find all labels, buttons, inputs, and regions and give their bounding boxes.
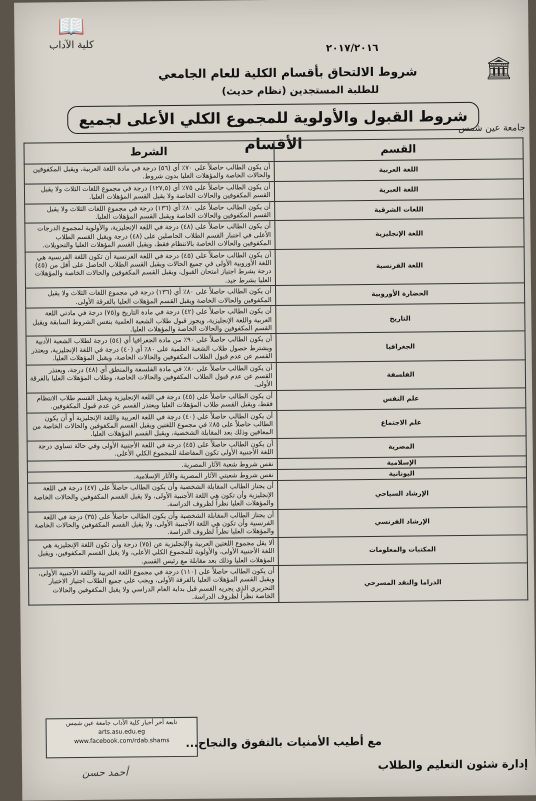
- department-name: اللغة الإنجليزية: [274, 218, 524, 249]
- department-conditions: أن يكون الطالب حاصلاً على ٨٠٪ أي (١٣٦) درجة في مجموع اللغات الثلاث ولا يقبل المكفوفين والحالات الخاصة ويقبل القسم المؤهلات العليا بالفرقة الأولى.: [26, 286, 276, 308]
- university-label: جامعة عين شمس: [458, 123, 526, 135]
- department-conditions: أن يكون الطالب حاصلاً على (١١٠) درجة في مجموع اللغة العربية واللغة الأجنبية الأولى، ويقبل القسم المؤهلات العليا بالفرقة الأولى، ويجب على جميع الطلاب اجتياز الاختبار التحريري الذي يجريه القسم قبل بداية العام الدراسي ولا يقبل المكفوفين والحالات الخاصة نظراً لظروف الدراسة.: [28, 566, 278, 605]
- department-name: اللغة العبرية: [274, 179, 524, 201]
- department-name: الدراما والنقد المسرحي: [278, 563, 528, 602]
- department-conditions: أن يكون الطالب حاصلاً على (٤٥) درجة في اللغة الإنجليزية ويقبل القسم طلاب الانتظام فقط، ويقبل القسم طلاب المؤهلات العليا ويعتذر القسم عن عدم قبول المكفوفين.: [27, 390, 277, 412]
- faculty-logo: [36, 16, 107, 87]
- department-name: الإرشاد الفرنسي: [277, 506, 527, 537]
- university-logo: [477, 57, 522, 127]
- facebook-link: www.facebook.com/rdab.shams: [74, 737, 170, 746]
- department-conditions: أن يكون الطالب حاصلاً على (٤٨) درجة في اللغة الإنجليزية، والأولوية لمجموع الدرجات الأعلى في اختبار القسم الطلاب الحاصلين على (٤٨) درجة ويقبل القسم الطلاب المكفوفين والحالات الخاصة بالانتظام فقط، ويقبل القسم المؤهلات العليا والتحويلات.: [25, 221, 275, 252]
- department-conditions: أن يكون الطالب حاصلاً على (٤٥) درجة في اللغة الفرنسية أن تكون اللغة الفرنسية هي اللغة الأوروبية الأولى في جميع الحالات ويقبل القسم الطلاب الحاصل على أقل من (٤٥) درجة بشرط اجتياز امتحان القبول، ويقبل القسم المكفوفين والحالات الخاصة والمؤهلات العليا بشرط جيد.: [25, 249, 275, 288]
- department-conditions: نفس شروط شعبتي الآثار المصرية والآثار الإسلامية.: [27, 469, 277, 483]
- section-banner: شروط القبول والأولوية للمجموع الكلي الأعلى لجميع الأقسام: [67, 102, 479, 134]
- page-title: شروط الالتحاق بأقسام الكلية للعام الجامعي: [158, 64, 418, 82]
- column-header-department: القسم: [273, 138, 523, 162]
- table-row: [28, 563, 527, 605]
- closing-note: مع أطيب الأمنيات بالتفوق والنجاح...: [185, 734, 382, 750]
- department-name: اليونانية: [277, 467, 527, 481]
- book-emblem-icon: 📖: [57, 14, 86, 41]
- department-conditions: أن يكون الطالب حاصلاً على ٩٠٪ من مادة الجغرافيا أي (٥٤) درجة لطلاب الشعبة الأدبية ويشترط حصول طلاب الشعبة العلمية على ٨٠٪ أي (٤٠) درجة في اللغة الإنجليزية، ويعتذر القسم عن عدم قبول الطلاب المكفوفين والحالات الخاصة، ويقبل المؤهلات العليا.: [26, 334, 276, 365]
- department-conditions: أن يكون الطالب حاصلاً على ٧٥٪ أي (١٢٧,٥) درجة في مجموع اللغات الثلاث ولا يقبل القسم المكفوفين والحالات الخاصة ولا يقبل القسم المؤهلات العليا.: [24, 181, 274, 203]
- department-conditions: أن يكون الطالب حاصلاً على ٨٠٪ في مادة الفلسفة والمنطق أي (٤٨) درجة، ويعتذر القسم عن عدم قبول الطلاب المكفوفين والحالات الخاصة، وطلاب المؤهلات العليا بالفرقة الأولى.: [26, 362, 276, 393]
- department-name: اللغة الفرنسية: [275, 247, 525, 286]
- department-name: اللغات الشرقية: [274, 198, 524, 220]
- department-name: علم الاجتماع: [276, 407, 526, 438]
- department-conditions: ألا يقل مجموع اللغتين العربية والإنجليزية عن (٧٥) درجة وأن تكون اللغة الإنجليزية هي اللغة الأجنبية الأولى، والأولوية للمجموع الكلي الأعلى، ولا يقبل القسم المكفوفين، ويقبل المؤهلات العليا وذلك بعد مقابلة مع رئيس القسم.: [28, 537, 278, 568]
- department-name: الحضارة الأوروبية: [275, 283, 525, 305]
- department-conditions: أن يكون الطالب حاصلاً على (٤٥) درجة في اللغة الأجنبية الأولى وفي حالة تساوي درجة اللغة الأجنبية الأولى تكون المفاضلة للمجموع الكلي الأعلى.: [27, 438, 277, 460]
- signature: أحمد حسن: [82, 767, 129, 780]
- admission-table: [23, 137, 528, 605]
- department-name: اللغة العربية: [274, 159, 524, 181]
- academic-year: ٢٠١٧/٢٠١٦: [325, 42, 379, 55]
- department-conditions: أن يكون الطالب حاصلاً على (٤٠) درجة في اللغة العربية واللغة الإنجليزية أو أن يكون الطالب حاصلاً على ٨٥٪ في مجموع اللغتين ويقبل القسم المكفوفين والحالات الخاصة من المعاقين وذلك بعد المقابلة الشخصية، ويقبل القسم المؤهلات العليا.: [27, 410, 277, 441]
- department-name: التاريخ: [275, 303, 525, 334]
- department-name: الإسلامية: [277, 455, 527, 469]
- document-page: [14, 0, 536, 801]
- website-link: arts.asu.edu.eg: [98, 728, 146, 736]
- issuing-office: إدارة شئون التعليم والطلاب: [377, 757, 529, 772]
- department-conditions: نفس شروط شعبة الآثار المصرية.: [27, 458, 277, 472]
- department-name: المصرية: [277, 436, 527, 458]
- department-conditions: أن يكون الطالب حاصلاً على ٧٠٪ أي (٥٦) درجة في مادة اللغة العربية، ويقبل المكفوفين والحالات الخاصة والمؤهلات العليا بدون شروط.: [24, 161, 274, 183]
- department-conditions: أن يجتاز الطالب المقابلة الشخصية وأن يكون الطالب حاصلاً على (٣٥) درجة في اللغة الفرنسية وأن تكون هي اللغة الأجنبية الأولى، ولا يقبل القسم المكفوفين والحالات الخاصة والمؤهلات العليا نظراً لظروف الدراسة.: [28, 509, 278, 540]
- page-subtitle: للطلبة المستجدين (نظام حديث): [221, 84, 380, 98]
- info-line: تابعة أخر أخبار كلية الآداب جامعة عين شمس: [65, 719, 178, 728]
- faculty-logo-label: كلية الآداب: [49, 39, 94, 52]
- table-row: [25, 247, 524, 289]
- department-name: علم النفس: [276, 388, 526, 410]
- department-conditions: أن يكون الطالب حاصلاً على ٨٠٪ أي (١٣٦) درجة في مجموع اللغات الثلاث ولا يقبل القسم المكفوفين والحالات الخاصة ويقبل القسم المؤهلات العليا.: [25, 201, 275, 223]
- university-emblem-icon: 🏛: [484, 56, 513, 82]
- department-name: المكتبات والمعلومات: [278, 535, 528, 566]
- department-name: الإرشاد السياحي: [277, 478, 527, 509]
- department-conditions: أن يجتاز الطالب المقابلة الشخصية وأن يكون الطالب حاصلاً على (٤٧) درجة في اللغة الإنجليزية وأن تكون هي اللغة الأجنبية الأولى، ولا يقبل القسم المكفوفين والحالات الخاصة والمؤهلات العليا نظراً لظروف الدراسة.: [28, 481, 278, 512]
- department-name: الجغرافيا: [275, 331, 525, 362]
- department-name: الفلسفة: [276, 359, 526, 390]
- department-conditions: أن يكون الطالب حاصلاً على (٤٢) درجة في مادة التاريخ و(٧٥) درجة في مادتي اللغة العربية واللغة الإنجليزية، ويجوز قبول طلاب الشعبة العلمية بنفس الشروط السابقة ويقبل القسم المكفوفين والحالات الخاصة والمؤهلات العليا.: [26, 306, 276, 337]
- column-header-conditions: الشرط: [24, 140, 274, 164]
